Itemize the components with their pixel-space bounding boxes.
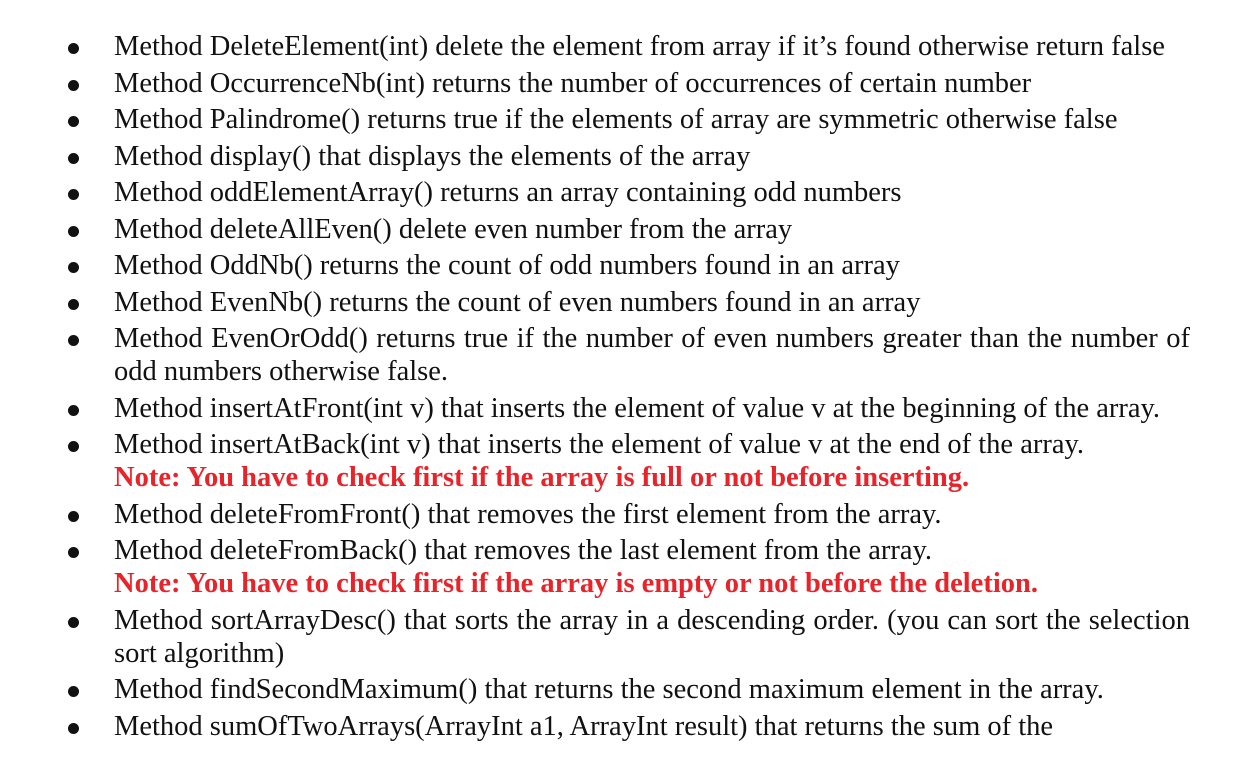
list-item-text: Method oddElementArray() returns an array containing odd numbers bbox=[114, 177, 902, 208]
list-item bbox=[0, 673, 1242, 706]
list-item bbox=[0, 710, 1242, 743]
list-item bbox=[0, 213, 1242, 246]
list-item bbox=[0, 103, 1242, 136]
list-item-text: Method DeleteElement(int) delete the element from array if it’s found otherwise return false bbox=[114, 31, 1165, 62]
warning-note: Note: You have to check first if the array is full or not before inserting. bbox=[114, 462, 970, 493]
bullet-icon bbox=[68, 405, 79, 416]
list-item-text: Method EvenNb() returns the count of even numbers found in an array bbox=[114, 286, 921, 318]
list-item bbox=[0, 30, 1242, 63]
list-item bbox=[0, 604, 1242, 670]
bullet-icon bbox=[68, 153, 79, 164]
list-item-text: Method OddNb() returns the count of odd numbers found in an array bbox=[114, 250, 900, 281]
list-item-text: Method insertAtBack(int v) that inserts the element of value v at the end of the array. bbox=[114, 429, 1085, 460]
list-item-text: Method deleteFromBack() that removes the last element from the array. bbox=[114, 535, 933, 566]
list-item bbox=[0, 286, 1242, 319]
bullet-icon bbox=[68, 441, 79, 452]
bullet-icon bbox=[68, 723, 79, 734]
list-item-text: Method insertAtFront(int v) that inserts the element of value v at the beginning of the array. bbox=[114, 392, 1161, 424]
list-item-text: Method deleteAllEven() delete even number from the array bbox=[114, 213, 793, 245]
list-item-text: Method Palindrome() returns true if the elements of array are symmetric otherwise false bbox=[114, 104, 1118, 135]
list-item-text: Method sumOfTwoArrays(ArrayInt a1, ArrayInt result) that returns the sum of the bbox=[114, 710, 1054, 742]
list-item bbox=[0, 498, 1242, 531]
bullet-icon bbox=[68, 686, 79, 697]
bullet-icon bbox=[68, 116, 79, 127]
bullet-icon bbox=[68, 43, 79, 54]
list-item bbox=[0, 140, 1242, 173]
bullet-icon bbox=[68, 511, 79, 522]
list-item bbox=[0, 322, 1242, 388]
bullet-icon bbox=[68, 262, 79, 273]
list-item-text: Method display() that displays the elements of the array bbox=[114, 140, 751, 172]
document-body bbox=[0, 30, 1242, 746]
list-item-text: Method findSecondMaximum() that returns the second maximum element in the array. bbox=[114, 674, 1104, 705]
list-item-text: Method deleteFromFront() that removes the first element from the array. bbox=[114, 498, 942, 530]
list-item-text: Method sortArrayDesc() that sorts the array in a descending order. (you can sort the selection sort algorithm) bbox=[114, 604, 1190, 669]
bullet-icon bbox=[68, 189, 79, 200]
list-item bbox=[0, 392, 1242, 425]
list-item bbox=[0, 428, 1242, 494]
bullet-icon bbox=[68, 299, 79, 310]
list-item bbox=[0, 249, 1242, 282]
list-item bbox=[0, 67, 1242, 100]
bullet-icon bbox=[68, 335, 79, 346]
list-item bbox=[0, 534, 1242, 600]
bullet-icon bbox=[68, 226, 79, 237]
bullet-icon bbox=[68, 617, 79, 628]
list-item-text: Method OccurrenceNb(int) returns the number of occurrences of certain number bbox=[114, 67, 1032, 99]
warning-note: Note: You have to check first if the array is empty or not before the deletion. bbox=[114, 568, 1038, 599]
list-item bbox=[0, 176, 1242, 209]
list-item-text: Method EvenOrOdd() returns true if the number of even numbers greater than the number of odd numbers otherwise false. bbox=[114, 323, 1190, 387]
bullet-icon bbox=[68, 80, 79, 91]
bullet-icon bbox=[68, 547, 79, 558]
